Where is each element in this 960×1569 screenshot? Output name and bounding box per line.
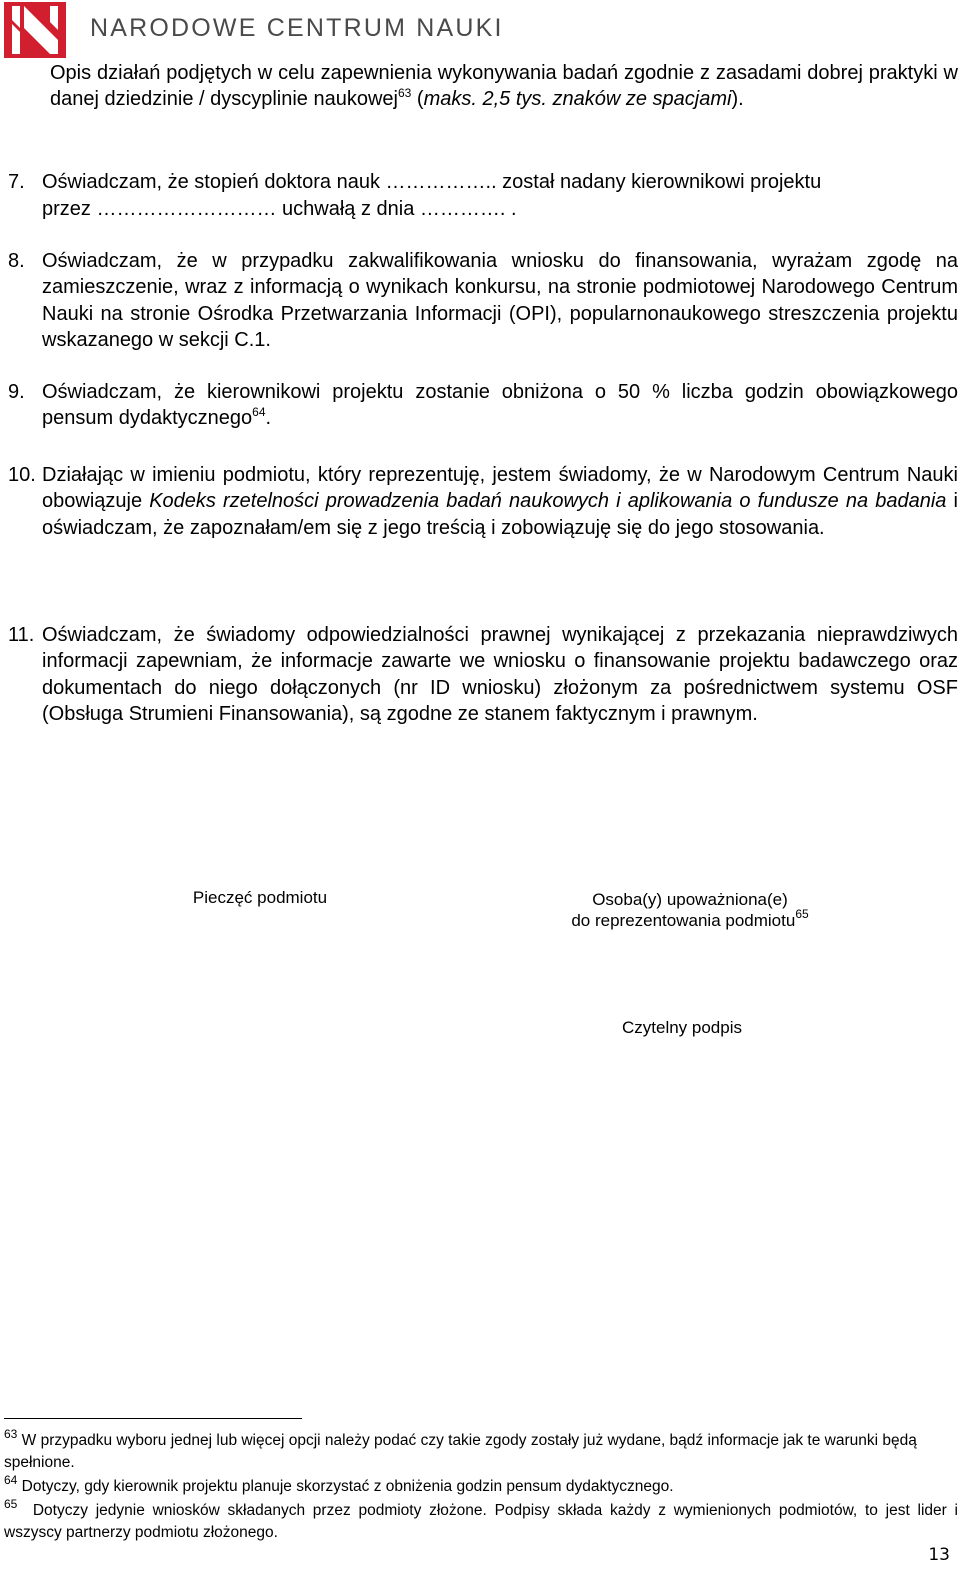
footnote-64: $^{64}$ Dotyczy, gdy kierownik projektu planuje skorzystać z obniżenia godzin pensum dydaktycznego. xyxy=(4,1473,674,1495)
activities-description: Opis działań podjętych w celu zapewnienia wykonywania badań zgodnie z zasadami dobrej praktyki w danej dziedzinie / dyscyplinie naukowej$^{63}$ (maks. 2,5 tys. znaków ze spacjami). xyxy=(50,62,958,111)
readable-signature-label: Czytelny podpis xyxy=(621,1018,742,1037)
statement-9-number: 9. xyxy=(8,381,25,403)
brand-name: NARODOWE CENTRUM NAUKI xyxy=(90,14,504,42)
statement-9: Oświadczam, że kierownikowi projektu zostanie obniżona o 50 % liczba godzin obowiązkowego pensum dydaktycznego$^{64}$. xyxy=(42,381,958,430)
statement-7-line-2: przez ……………………… uchwałą z dnia …………. . xyxy=(42,198,517,220)
footnote-65: $^{65}$ Dotyczy jedynie wniosków składanych przez podmioty złożone. Podpisy składa każdy z wymienionych podmiotów, to jest lider i wszyscy partnerzy podmiotu złożonego. xyxy=(4,1497,958,1541)
ncn-logo xyxy=(4,2,66,58)
statement-8: Oświadczam, że w przypadku zakwalifikowania wniosku do finansowania, wyrażam zgodę na zamieszczenie, wraz z informacją o wynikach konkursu, na stronie podmiotowej Narodowego Centrum Nauki na stronie Ośrodka Przetwarzania Informacji (OPI), popularnonaukowego streszczenia projektu wskazanego w sekcji C.1. xyxy=(42,250,958,351)
stamp-label: Pieczęć podmiotu xyxy=(192,888,328,907)
authorized-person-label: Osoba(y) upoważniona(e) do reprezentowania podmiotu$^{65}$ xyxy=(571,890,809,930)
statement-8-number: 8. xyxy=(8,250,25,272)
statement-11: Oświadczam, że świadomy odpowiedzialności prawnej wynikającej z przekazania nieprawdziwych informacji zapewniam, że informacje zawarte we wniosku o finansowanie projektu badawczego oraz dokumentach do niego dołączonych (nr ID wniosku) złożonym za pośrednictwem systemu OSF (Obsługa Strumieni Finansowania), są zgodne ze stanem faktycznym i prawnym. xyxy=(42,624,958,725)
statement-10: Działając w imieniu podmiotu, który reprezentuję, jestem świadomy, że w Narodowym Centrum Nauki obowiązuje Kodeks rzetelności prowadzenia badań naukowych i aplikowania o fundusze na badania i oświadczam, że zapoznałam/em się z jego treścią i zobowiązuję się do jego stosowania. xyxy=(42,464,958,539)
page-number: 13 xyxy=(928,1545,950,1565)
statement-11-number: 11. xyxy=(8,624,35,646)
statement-7: 7. Oświadczam, że stopień doktora nauk …………….. został nadany kierownikowi projektu xyxy=(8,169,958,195)
footnote-separator xyxy=(4,1418,302,1419)
statement-10-number: 10. xyxy=(8,464,36,486)
footnote-63: $^{63}$ W przypadku wyboru jednej lub więcej opcji należy podać czy takie zgody zostały już wydane, bądź informacje jak te warunki będą spełnione. xyxy=(4,1427,917,1471)
statement-number: 7. xyxy=(8,171,25,193)
